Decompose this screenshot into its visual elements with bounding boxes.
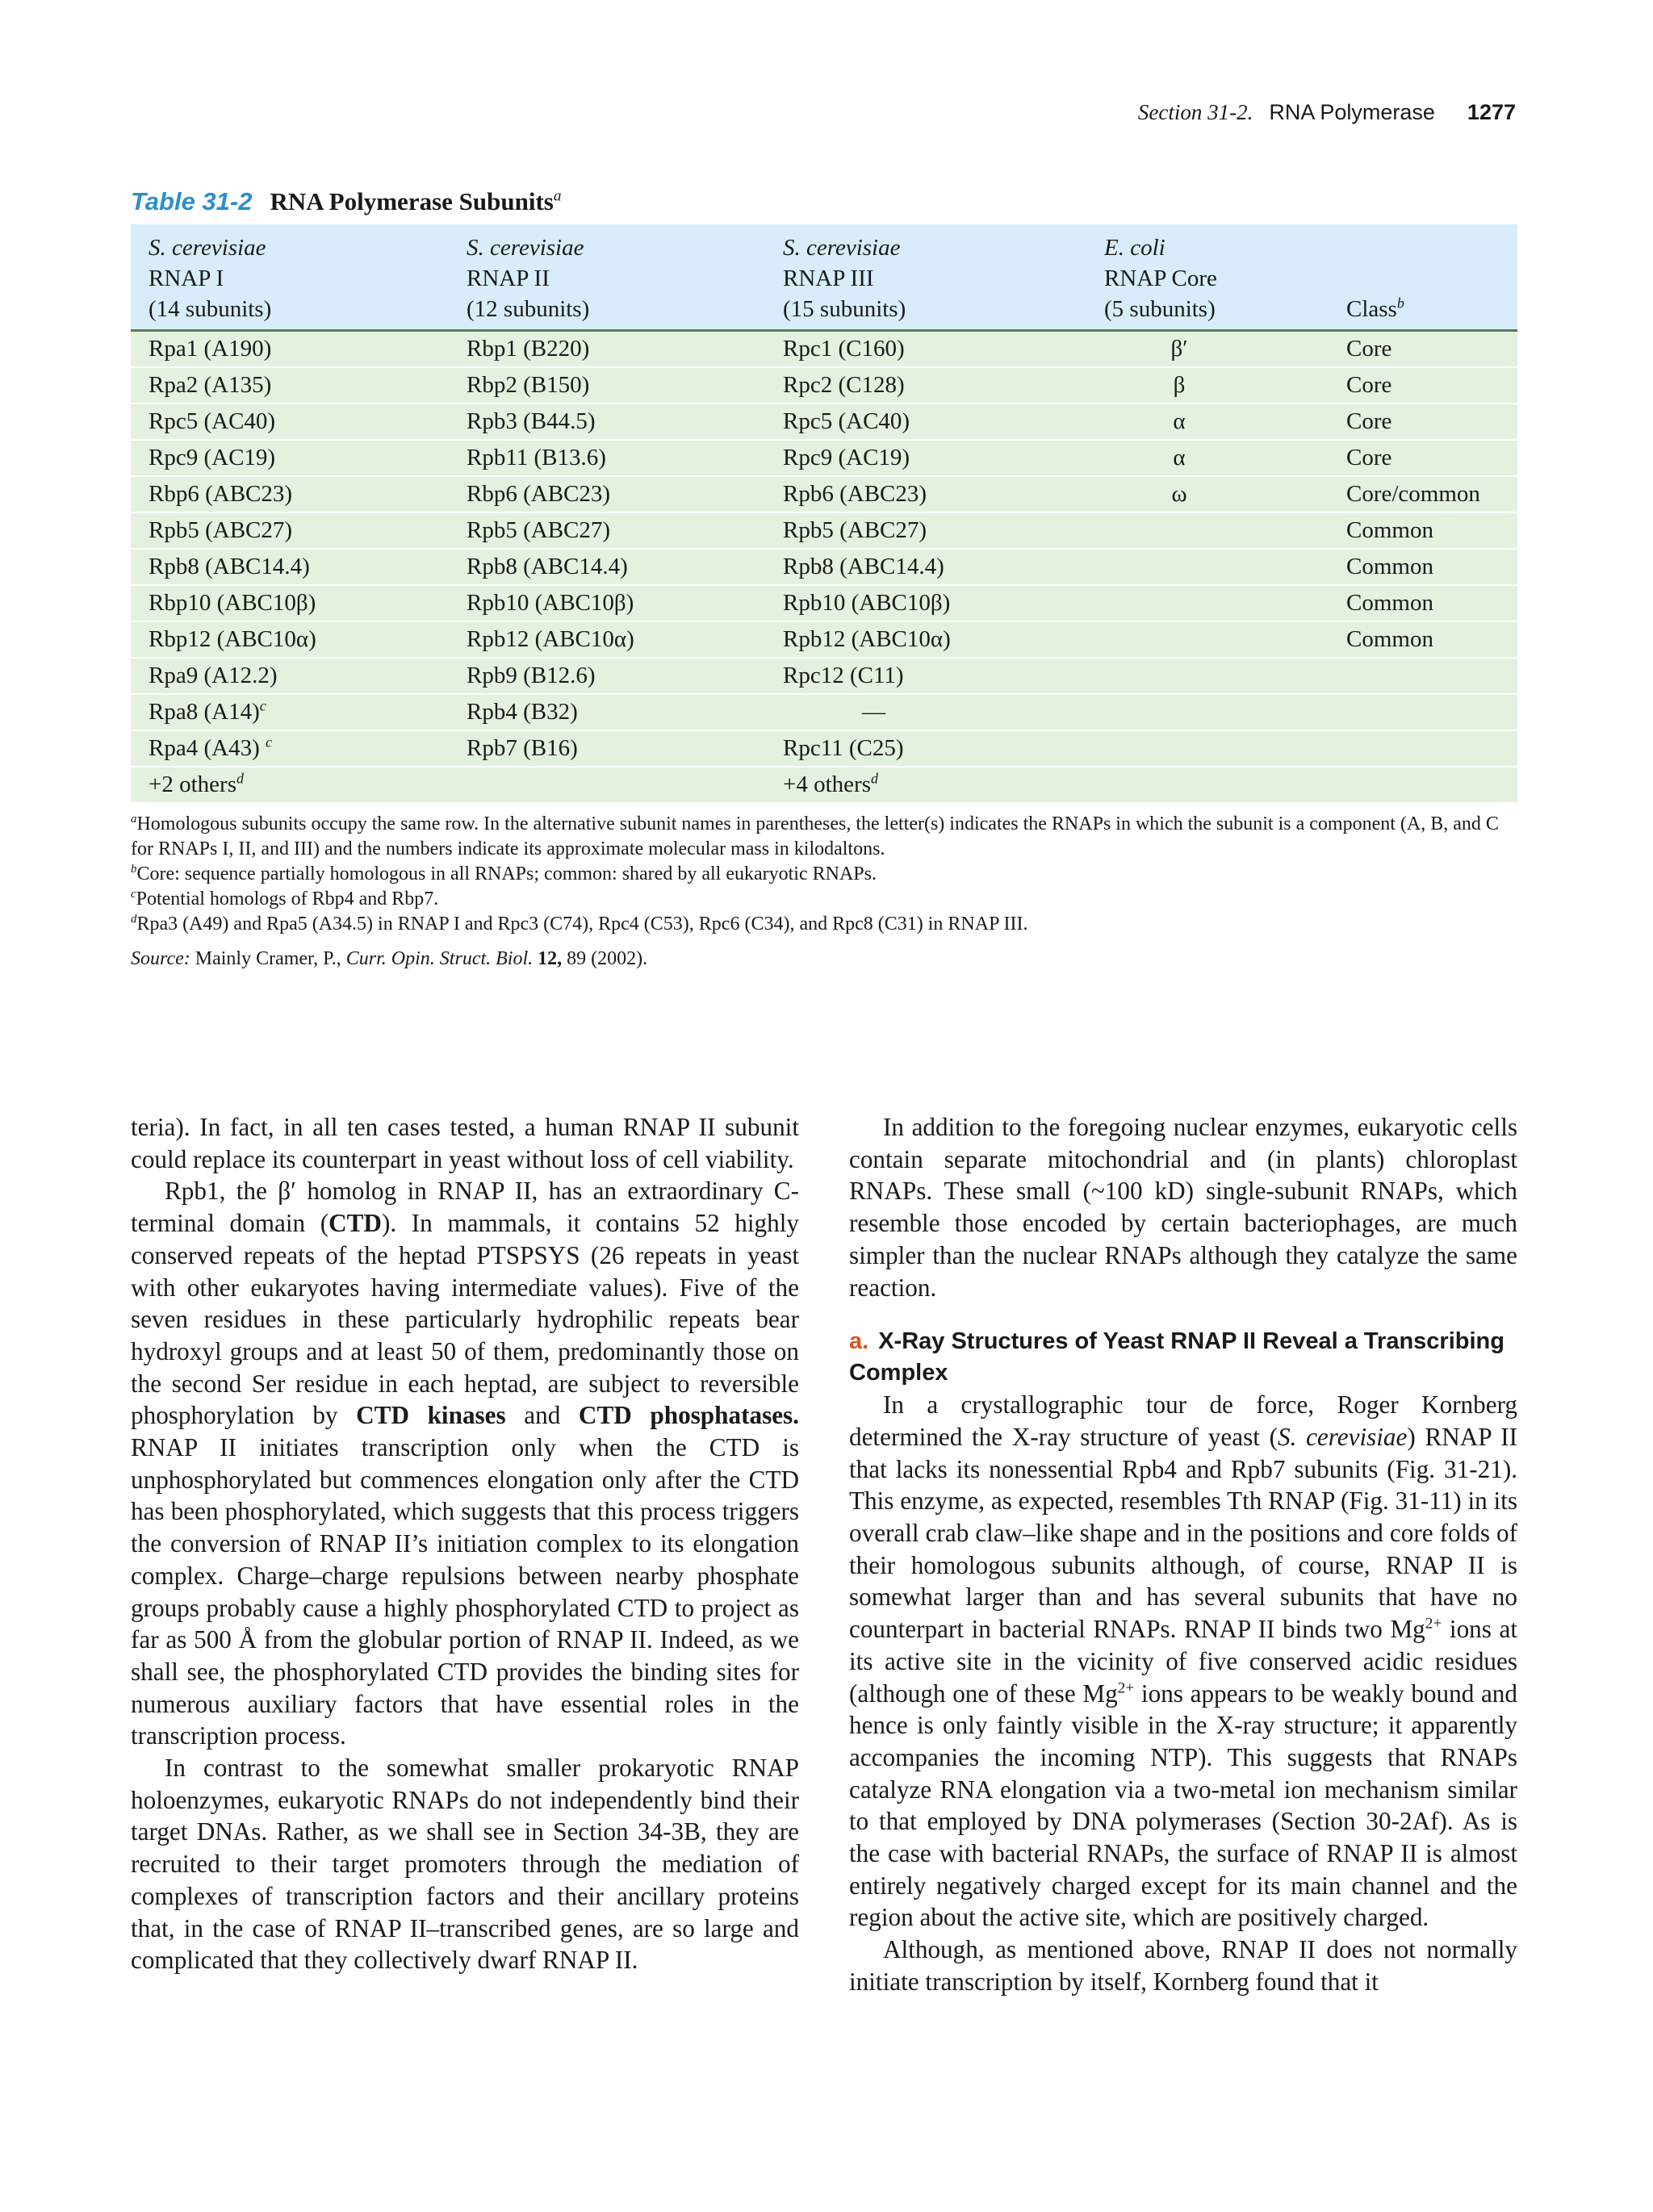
- source-label: Source:: [131, 948, 190, 969]
- cell-rnap2: [449, 585, 765, 621]
- cell-class: [1329, 730, 1517, 767]
- cell-ecoli: [1086, 585, 1329, 621]
- cell-rnap1: [131, 585, 449, 621]
- cell-rnap3: [765, 331, 1086, 368]
- table-block: [131, 186, 1517, 972]
- column-organism: E. coli: [1104, 235, 1165, 261]
- table-notes: [131, 812, 1517, 972]
- cell-rnap2: [449, 440, 765, 476]
- cell-text: Rpb12 (ABC10α): [467, 626, 634, 652]
- table-header-row: [131, 224, 1517, 331]
- cell-text: Rpa4 (A43): [149, 735, 266, 761]
- cell-ecoli: [1086, 404, 1329, 440]
- cell-note: d: [236, 770, 244, 787]
- table-title: RNA Polymerase Subunits: [270, 187, 554, 215]
- cell-class: [1329, 585, 1517, 621]
- cell-rnap1: [131, 331, 449, 368]
- cell-ecoli: [1086, 730, 1329, 767]
- cell-text: Rpb8 (ABC14.4): [783, 554, 944, 579]
- cell-text: Rpb5 (ABC27): [783, 517, 927, 543]
- table-row: [131, 476, 1517, 512]
- cell-text: Core: [1346, 445, 1392, 470]
- cell-text: Rpa9 (A12.2): [149, 663, 278, 688]
- cell-text: Rbp6 (ABC23): [149, 481, 293, 507]
- column-name: RNAP II: [467, 266, 550, 291]
- cell-class: [1329, 621, 1517, 658]
- cell-text: +4 others: [783, 771, 871, 797]
- paragraph: In a crystallographic tour de force, Roger Kornberg determined the X-ray structure of yeast (S. cerevisiae) RNAP II that lacks its nonessential Rpb4 and Rpb7 subunits (Fig. 31-21). This enzyme, as expected, resembles Tth RNAP (Fig. 31-11) in its overall crab claw–like shape and in the positions and core folds of their homologous subunits although, of course, RNAP II is somewhat larger than and has several subunits that have no counterpart in bacterial RNAPs. RNAP II binds two $Mg^{2+}$ ions at its active site in the vicinity of five conserved acidic residues (although one of these $Mg^{2+}$ ions appears to be weakly bound and hence is only faintly visible in the X-ray structure; it apparently accompanies the incoming NTP). This suggests that RNAPs catalyze RNA elongation via a two-metal ion mechanism similar to that employed by DNA polymerases (Section 30-2Af). As is the case with bacterial RNAPs, the surface of RNAP II is almost entirely negatively charged except for its main channel and the region about the active site, which are positively charged.: [849, 1390, 1517, 1932]
- cell-rnap3: [765, 476, 1086, 512]
- cell-text: Rpb6 (ABC23): [783, 481, 927, 507]
- table-row: [131, 512, 1517, 549]
- cell-text: Rpa8 (A14): [149, 699, 260, 725]
- table-row: [131, 694, 1517, 730]
- cell-text: Rpc12 (C11): [783, 663, 904, 688]
- cell-note: c: [259, 697, 266, 714]
- column-name: RNAP Core: [1104, 266, 1217, 291]
- species-name: S. cerevisiae: [1277, 1422, 1408, 1451]
- cell-rnap2: [449, 730, 765, 767]
- cell-text: Rpb9 (B12.6): [467, 663, 596, 688]
- chapter-title: RNA Polymerase: [1269, 100, 1435, 124]
- cell-rnap1: [131, 549, 449, 585]
- cell-text: Rbp1 (B220): [467, 336, 590, 362]
- cell-rnap1: [131, 767, 449, 802]
- cell-text: Rpc5 (AC40): [783, 408, 910, 434]
- column-header-rnap2: [449, 224, 765, 331]
- body-column-left: [131, 1111, 799, 1976]
- source-journal: Curr. Opin. Struct. Biol.: [345, 948, 534, 969]
- table-row: [131, 549, 1517, 585]
- page-number: 1277: [1467, 100, 1516, 124]
- cell-rnap1: [131, 658, 449, 694]
- footnote-mark: b: [131, 863, 137, 876]
- table-caption: [131, 186, 1517, 218]
- cell-text: Rpc9 (AC19): [783, 445, 910, 470]
- table-source: [131, 947, 1517, 972]
- cell-rnap3: [765, 549, 1086, 585]
- cell-text: Rpc2 (C128): [783, 372, 905, 398]
- cell-class: [1329, 767, 1517, 802]
- cell-ecoli: [1086, 694, 1329, 730]
- cell-rnap2: [449, 621, 765, 658]
- cell-text: Common: [1346, 626, 1433, 652]
- cell-rnap1: [131, 512, 449, 549]
- footnote-d: [131, 912, 1517, 937]
- cell-text: +2 others: [149, 771, 236, 797]
- cell-class: [1329, 549, 1517, 585]
- subunit-table: [131, 224, 1517, 802]
- cell-text: Core/common: [1346, 481, 1480, 507]
- term-ctd-kinases: CTD kinases: [356, 1401, 506, 1430]
- cell-text: Rpb12 (ABC10α): [783, 626, 951, 652]
- ion-charge: 2+: [1117, 1679, 1135, 1697]
- cell-rnap3: [765, 585, 1086, 621]
- column-count: (12 subunits): [467, 296, 590, 322]
- footnote-text: Rpa3 (A49) and Rpa5 (A34.5) in RNAP I and Rpc3 (C74), Rpc4 (C53), Rpc6 (C34), and Rpc8 (C31) in RNAP III.: [136, 914, 1028, 935]
- section-label: Section 31-2.: [1137, 100, 1253, 124]
- footnote-mark: c: [131, 888, 136, 901]
- cell-text: Rbp10 (ABC10β): [149, 590, 316, 616]
- cell-rnap2: [449, 331, 765, 368]
- cell-text: Rpb10 (ABC10β): [783, 590, 951, 616]
- cell-rnap1: [131, 476, 449, 512]
- table-row: [131, 658, 1517, 694]
- table-body: [131, 331, 1517, 803]
- table-row: [131, 331, 1517, 368]
- cell-rnap2: [449, 767, 765, 802]
- heading-letter: a.: [849, 1328, 869, 1355]
- cell-text: β: [1173, 372, 1186, 398]
- cell-class: [1329, 512, 1517, 549]
- footnote-b: [131, 862, 1517, 887]
- section-heading: [849, 1326, 1517, 1389]
- cell-text: Core: [1346, 408, 1392, 434]
- cell-note: c: [265, 734, 272, 751]
- cell-text: Rbp2 (B150): [467, 372, 590, 398]
- cell-text: Rpb8 (ABC14.4): [149, 554, 310, 579]
- cell-ecoli: [1086, 440, 1329, 476]
- cell-text: Rpb10 (ABC10β): [467, 590, 634, 616]
- cell-rnap1: [131, 367, 449, 404]
- paragraph: teria). In fact, in all ten cases tested, a human RNAP II subunit could replace its counterpart in yeast without loss of cell viability.: [131, 1113, 799, 1173]
- column-count: (5 subunits): [1104, 296, 1216, 322]
- column-name: RNAP I: [149, 266, 224, 291]
- table-row: [131, 767, 1517, 802]
- cell-text: Rpb5 (ABC27): [467, 517, 611, 543]
- cell-text: Rpa2 (A135): [149, 372, 272, 398]
- column-count: [1346, 294, 1517, 324]
- cell-text: Common: [1346, 517, 1433, 543]
- cell-rnap3: [765, 694, 1086, 730]
- cell-class: [1329, 476, 1517, 512]
- column-header-ecoli: [1086, 224, 1329, 331]
- cell-text: Rbp12 (ABC10α): [149, 626, 316, 652]
- cell-text: Rpb3 (B44.5): [467, 408, 596, 434]
- cell-rnap3: [765, 367, 1086, 404]
- cell-text: Common: [1346, 590, 1433, 616]
- cell-rnap1: [131, 621, 449, 658]
- cell-text: Rpb11 (B13.6): [467, 445, 606, 470]
- cell-text: Core: [1346, 372, 1392, 398]
- cell-ecoli: [1086, 621, 1329, 658]
- cell-text: Rpc11 (C25): [783, 735, 904, 761]
- cell-text: Rpc9 (AC19): [149, 445, 276, 470]
- body-column-right: [849, 1111, 1517, 1998]
- column-organism: S. cerevisiae: [467, 235, 584, 261]
- paragraph: In addition to the foregoing nuclear enzymes, eukaryotic cells contain separate mitochondrial and (in plants) chloroplast RNAPs. These small (~100 kD) single-subunit RNAPs, which resemble those encoded by certain bacteriophages, are much simpler than the nuclear RNAPs although they catalyze the same reaction.: [849, 1113, 1517, 1302]
- cell-text: Rpc1 (C160): [783, 336, 905, 362]
- cell-text: Core: [1346, 336, 1392, 362]
- cell-class: [1329, 331, 1517, 368]
- cell-text: Rpa1 (A190): [149, 336, 272, 362]
- footnote-a: [131, 812, 1517, 862]
- cell-text: Rpb4 (B32): [467, 699, 578, 725]
- cell-ecoli: [1086, 767, 1329, 802]
- cell-ecoli: [1086, 658, 1329, 694]
- column-organism: S. cerevisiae: [783, 235, 901, 261]
- source-text: Mainly Cramer, P.,: [190, 948, 346, 969]
- column-count: (14 subunits): [149, 296, 272, 322]
- cell-rnap3: [765, 440, 1086, 476]
- cell-rnap3: [765, 404, 1086, 440]
- cell-rnap2: [449, 694, 765, 730]
- footnote-text: Potential homologs of Rbp4 and Rbp7.: [136, 889, 439, 909]
- table-row: [131, 367, 1517, 404]
- cell-rnap3: [765, 767, 1086, 802]
- cell-text: —: [862, 699, 885, 725]
- cell-text: Rbp6 (ABC23): [467, 481, 611, 507]
- cell-text: ω: [1171, 481, 1187, 507]
- cell-class: [1329, 694, 1517, 730]
- running-header: [1138, 100, 1516, 125]
- cell-text: Rpb7 (B16): [467, 735, 578, 761]
- cell-ecoli: [1086, 367, 1329, 404]
- table-row: [131, 585, 1517, 621]
- column-organism: S. cerevisiae: [149, 235, 266, 261]
- column-header-rnap1: [131, 224, 449, 331]
- table-number: Table 31-2: [131, 187, 253, 215]
- cell-text: α: [1173, 445, 1186, 470]
- ion-charge: 2+: [1425, 1615, 1442, 1633]
- paragraph: Rpb1, the β′ homolog in RNAP II, has an extraordinary C-terminal domain (CTD). In mammals, it contains 52 highly conserved repeats of the heptad PTSPSYS (26 repeats in yeast with other eukaryotes having intermediate values). Five of the seven residues in these particularly hydrophilic repeats bear hydroxyl groups and at least 50 of them, predominantly those on the second Ser residue in each heptad, are subject to reversible phosphorylation by CTD kinases and CTD phosphatases. RNAP II initiates transcription only when the CTD is unphosphorylated but commences elongation only after the CTD has been phosphorylated, which suggests that this process triggers the conversion of RNAP II’s initiation complex to its elongation complex. Charge–charge repulsions between nearby phosphate groups probably cause a highly phosphorylated CTD to project as far as 500 Å from the globular portion of RNAP II. Indeed, as we shall see, the phosphorylated CTD provides the binding sites for numerous auxiliary factors that have essential roles in the transcription process.: [131, 1177, 799, 1750]
- class-note: b: [1396, 295, 1404, 312]
- cell-rnap1: [131, 694, 449, 730]
- source-volume: 12,: [538, 948, 563, 969]
- footnote-text: Homologous subunits occupy the same row. In the alternative subunit names in parentheses, the letter(s) indicates the RNAPs in which the subunit is a component (A, B, and C for RNAPs I, II, and III) and the numbers indicate its approximate molecular mass in kilodaltons.: [131, 813, 1499, 859]
- class-label: Class: [1346, 296, 1397, 322]
- cell-rnap1: [131, 404, 449, 440]
- cell-rnap2: [449, 367, 765, 404]
- heading-text: X-Ray Structures of Yeast RNAP II Reveal a Transcribing Complex: [849, 1328, 1504, 1386]
- cell-rnap2: [449, 549, 765, 585]
- cell-rnap2: [449, 512, 765, 549]
- cell-ecoli: [1086, 476, 1329, 512]
- cell-rnap3: [765, 730, 1086, 767]
- column-name: RNAP III: [783, 266, 874, 291]
- cell-text: Rpc5 (AC40): [149, 408, 276, 434]
- cell-ecoli: [1086, 331, 1329, 368]
- column-count: (15 subunits): [783, 296, 906, 322]
- table-row: [131, 404, 1517, 440]
- cell-rnap1: [131, 730, 449, 767]
- cell-rnap3: [765, 621, 1086, 658]
- table-row: [131, 730, 1517, 767]
- cell-class: [1329, 658, 1517, 694]
- cell-ecoli: [1086, 512, 1329, 549]
- cell-rnap2: [449, 658, 765, 694]
- cell-rnap2: [449, 404, 765, 440]
- column-header-rnap3: [765, 224, 1086, 331]
- footnote-text: Core: sequence partially homologous in all RNAPs; common: shared by all eukaryotic RNAPs.: [136, 863, 877, 884]
- term-ctd: CTD: [329, 1209, 382, 1238]
- paragraph: Although, as mentioned above, RNAP II does not normally initiate transcription by itself, Kornberg found that it: [849, 1935, 1517, 1996]
- footnote-mark: a: [131, 813, 137, 826]
- column-header-class: [1329, 224, 1517, 331]
- cell-class: [1329, 367, 1517, 404]
- cell-text: Rpb5 (ABC27): [149, 517, 293, 543]
- term-ctd-phosphatases: CTD phosphatases.: [578, 1401, 799, 1430]
- cell-rnap3: [765, 658, 1086, 694]
- cell-note: d: [870, 770, 878, 787]
- cell-rnap1: [131, 440, 449, 476]
- table-row: [131, 440, 1517, 476]
- cell-text: α: [1173, 408, 1186, 434]
- cell-text: Common: [1346, 554, 1433, 579]
- cell-text: Rpb8 (ABC14.4): [467, 554, 628, 579]
- footnote-c: [131, 887, 1517, 912]
- cell-rnap3: [765, 512, 1086, 549]
- cell-ecoli: [1086, 549, 1329, 585]
- table-title-note: a: [553, 187, 562, 205]
- cell-rnap2: [449, 476, 765, 512]
- table-row: [131, 621, 1517, 658]
- footnote-mark: d: [131, 913, 137, 926]
- cell-class: [1329, 404, 1517, 440]
- source-text: 89 (2002).: [562, 948, 648, 969]
- cell-class: [1329, 440, 1517, 476]
- paragraph: In contrast to the somewhat smaller prokaryotic RNAP holoenzymes, eukaryotic RNAPs do not independently bind their target DNAs. Rather, as we shall see in Section 34-3B, they are recruited to their target promoters through the mediation of complexes of transcription factors and their ancillary proteins that, in the case of RNAP II–transcribed genes, are so large and complicated that they collectively dwarf RNAP II.: [131, 1754, 799, 1975]
- cell-text: β′: [1170, 336, 1188, 362]
